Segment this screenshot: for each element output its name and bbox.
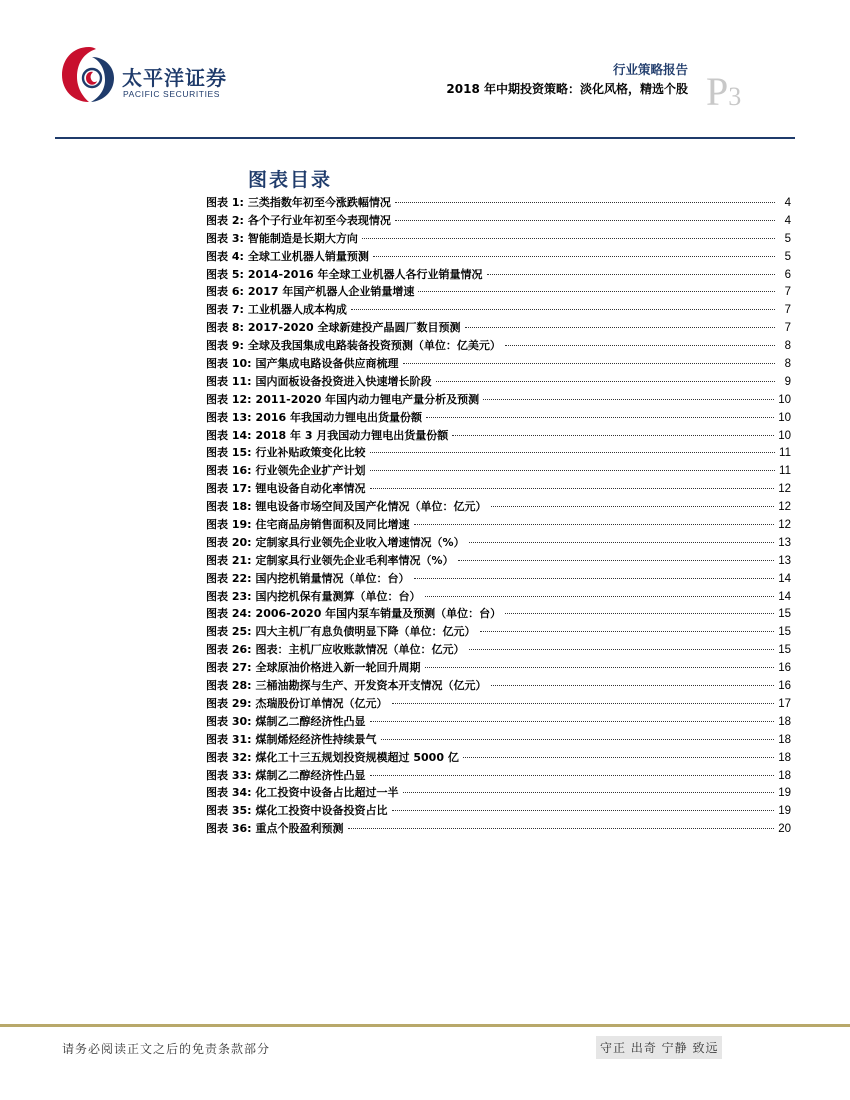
toc-dot-leader (414, 524, 775, 525)
toc-entry-page: 5 (784, 250, 791, 263)
toc-entry-title: 2014-2016 年全球工业机器人各行业销量情况 (247, 267, 483, 281)
toc-entry-label: 图表 29: (206, 696, 252, 710)
toc-entry-title: 煤化工十三五规划投资规模超过 5000 亿 (255, 750, 459, 764)
toc-entry-title: 住宅商品房销售面积及同比增速 (255, 518, 410, 532)
toc-entry-label: 图表 20: (206, 535, 252, 549)
toc-entry-title: 行业领先企业扩产计划 (255, 464, 366, 478)
toc-entry-label: 图表 1: (206, 196, 244, 209)
toc-entry-title: 行业补贴政策变化比较 (255, 446, 366, 460)
toc-entry[interactable] (206, 802, 791, 820)
header-divider (55, 137, 795, 139)
toc-entry-page: 14 (778, 590, 791, 603)
page-number-mark (706, 69, 742, 114)
toc-dot-leader (426, 417, 774, 418)
toc-entry-title: 2011-2020 年国内动力锂电产量分析及预测 (255, 392, 480, 406)
toc-entry[interactable] (206, 605, 791, 623)
toc-entry[interactable] (206, 230, 791, 248)
toc-entry-label: 图表 19: (206, 518, 252, 532)
toc-entry[interactable] (206, 767, 791, 785)
toc-entry-page: 10 (778, 411, 791, 424)
toc-entry[interactable] (206, 355, 791, 373)
toc-entry-page: 18 (778, 733, 791, 746)
toc-entry-title: 煤化工投资中设备投资占比 (255, 804, 388, 818)
toc-entry-title: 三桶油勘探与生产、开发资本开支情况（亿元） (255, 679, 487, 693)
toc-dot-leader (425, 667, 775, 668)
toc-entry-page: 12 (778, 501, 791, 514)
toc-entry-title: 图表：主机厂应收账款情况（单位：亿元） (255, 643, 465, 657)
toc-dot-leader (505, 345, 775, 346)
toc-entry[interactable] (206, 570, 791, 588)
toc-dot-leader (395, 220, 775, 221)
toc-dot-leader (458, 560, 775, 561)
toc-entry[interactable] (206, 480, 791, 498)
toc-entry-label: 图表 15: (206, 446, 252, 460)
toc-entry-page: 13 (778, 536, 791, 549)
toc-entry-page: 19 (778, 805, 791, 818)
toc-entry-label: 图表 32: (206, 750, 252, 764)
toc-list (206, 194, 791, 838)
toc-entry-label: 图表 23: (206, 589, 252, 603)
toc-dot-leader (381, 739, 775, 740)
toc-entry-page: 10 (778, 393, 791, 406)
toc-entry-title: 国产集成电路设备供应商梳理 (255, 357, 399, 371)
toc-entry[interactable] (206, 444, 791, 462)
toc-entry[interactable] (206, 516, 791, 534)
toc-dot-leader (370, 470, 775, 471)
toc-entry-label: 图表 2: (206, 213, 244, 227)
toc-entry[interactable] (206, 713, 791, 731)
toc-dot-leader (463, 757, 774, 758)
toc-entry[interactable] (206, 552, 791, 570)
toc-entry-page: 12 (778, 519, 791, 532)
toc-entry[interactable] (206, 695, 791, 713)
toc-entry-page: 20 (778, 823, 791, 836)
toc-entry-page: 9 (784, 375, 791, 388)
footer-divider (0, 1024, 850, 1027)
toc-entry-page: 4 (784, 214, 791, 227)
toc-dot-leader (469, 649, 775, 650)
toc-dot-leader (480, 631, 775, 632)
page-letter: P (706, 69, 729, 114)
toc-entry-page: 12 (778, 483, 791, 496)
toc-dot-leader (403, 792, 775, 793)
toc-entry[interactable] (206, 784, 791, 802)
toc-dot-leader (505, 613, 774, 614)
toc-dot-leader (370, 488, 775, 489)
report-type: 行业策略报告 (612, 62, 688, 77)
toc-dot-leader (362, 238, 775, 239)
toc-entry-title: 各个子行业年初至今表现情况 (247, 213, 391, 227)
toc-dot-leader (351, 309, 775, 310)
toc-entry-page: 15 (778, 608, 791, 621)
toc-entry-page: 16 (778, 680, 791, 693)
toc-entry[interactable] (206, 409, 791, 427)
toc-dot-leader (452, 435, 774, 436)
toc-dot-leader (487, 274, 775, 275)
toc-entry-title: 国内挖机销量情况（单位：台） (255, 571, 410, 585)
toc-dot-leader (436, 381, 775, 382)
toc-entry[interactable] (206, 659, 791, 677)
toc-entry[interactable] (206, 498, 791, 516)
toc-entry-page: 10 (778, 429, 791, 442)
toc-entry-label: 图表 35: (206, 804, 252, 818)
toc-entry-page: 18 (778, 715, 791, 728)
toc-entry-label: 图表 6: (206, 285, 244, 299)
toc-entry-label: 图表 27: (206, 661, 252, 675)
toc-entry-label: 图表 36: (206, 822, 252, 836)
toc-entry-label: 图表 8: (206, 321, 244, 335)
toc-dot-leader (491, 506, 775, 507)
toc-dot-leader (483, 399, 774, 400)
toc-entry[interactable] (206, 731, 791, 749)
toc-entry-title: 煤制乙二醇经济性凸显 (255, 768, 366, 782)
toc-entry-title: 煤制烯烃经济性持续景气 (255, 732, 377, 746)
toc-entry-label: 图表 25: (206, 625, 252, 639)
toc-entry-label: 图表 18: (206, 500, 252, 514)
toc-entry-label: 图表 12: (206, 392, 252, 406)
toc-entry-title: 2018 年 3 月我国动力锂电出货量份额 (255, 428, 449, 442)
toc-dot-leader (414, 578, 775, 579)
toc-dot-leader (425, 596, 775, 597)
toc-entry[interactable] (206, 427, 791, 445)
toc-dot-leader (392, 810, 775, 811)
toc-entry-page: 16 (778, 662, 791, 675)
toc-entry-title: 锂电设备自动化率情况 (255, 482, 366, 496)
toc-entry-page: 14 (778, 572, 791, 585)
toc-entry-page: 8 (784, 340, 791, 353)
toc-entry-title: 全球工业机器人销量预测 (247, 249, 369, 263)
pacific-securities-logo-icon (58, 44, 120, 106)
toc-entry-label: 图表 24: (206, 607, 252, 621)
toc-dot-leader (392, 703, 775, 704)
toc-entry-page: 7 (784, 322, 791, 335)
toc-entry-page: 11 (779, 465, 791, 478)
toc-entry-title: 国内面板设备投资进入快速增长阶段 (255, 374, 432, 388)
toc-entry-label: 图表 30: (206, 714, 252, 728)
toc-entry-label: 图表 34: (206, 786, 252, 800)
toc-entry-page: 15 (778, 626, 791, 639)
toc-entry-page: 11 (779, 447, 791, 460)
toc-dot-leader (395, 202, 775, 203)
toc-entry-page: 6 (784, 268, 791, 281)
toc-entry-title: 化工投资中设备占比超过一半 (255, 786, 399, 800)
toc-dot-leader (373, 256, 775, 257)
report-title: 2018 年中期投资策略：淡化风格，精选个股 (446, 82, 688, 96)
toc-entry-title: 2017-2020 全球新建投产晶圆厂数目预测 (247, 321, 461, 335)
toc-entry-page: 7 (784, 304, 791, 317)
toc-entry-label: 图表 26: (206, 643, 252, 657)
toc-entry[interactable] (206, 391, 791, 409)
toc-entry-page: 5 (784, 232, 791, 245)
toc-dot-leader (370, 721, 775, 722)
toc-entry-page: 15 (778, 644, 791, 657)
toc-entry[interactable] (206, 283, 791, 301)
toc-entry-label: 图表 10: (206, 357, 252, 371)
toc-entry-label: 图表 11: (206, 374, 252, 388)
toc-dot-leader (469, 542, 775, 543)
toc-entry-label: 图表 17: (206, 482, 252, 496)
toc-entry[interactable] (206, 820, 791, 838)
toc-entry[interactable] (206, 373, 791, 391)
toc-entry-label: 图表 5: (206, 267, 244, 281)
page-number: 3 (728, 82, 742, 111)
toc-entry-title: 锂电设备市场空间及国产化情况（单位：亿元） (255, 500, 487, 514)
toc-entry-label: 图表 16: (206, 464, 252, 478)
toc-entry-label: 图表 33: (206, 768, 252, 782)
toc-entry-title: 工业机器人成本构成 (247, 303, 347, 317)
toc-entry[interactable] (206, 641, 791, 659)
toc-entry-label: 图表 4: (206, 249, 244, 263)
toc-entry[interactable] (206, 677, 791, 695)
toc-entry[interactable] (206, 749, 791, 767)
toc-entry-page: 19 (778, 787, 791, 800)
toc-entry-label: 图表 3: (206, 231, 244, 245)
toc-entry[interactable] (206, 194, 791, 212)
toc-entry[interactable] (206, 337, 791, 355)
toc-entry-title: 重点个股盈利预测 (255, 822, 344, 836)
toc-entry-label: 图表 7: (206, 303, 244, 317)
toc-entry-page: 8 (784, 358, 791, 371)
toc-entry-title: 三类指数年初至今涨跌幅情况 (247, 196, 391, 209)
toc-entry-title: 杰瑞股份订单情况（亿元） (255, 696, 388, 710)
toc-entry-title: 定制家具行业领先企业收入增速情况（%） (255, 535, 465, 549)
toc-entry-label: 图表 9: (206, 339, 244, 353)
toc-entry-title: 煤制乙二醇经济性凸显 (255, 714, 366, 728)
toc-entry[interactable] (206, 462, 791, 480)
footer-disclaimer: 请务必阅读正文之后的免责条款部分 (62, 1042, 271, 1056)
toc-entry-page: 18 (778, 769, 791, 782)
toc-dot-leader (348, 828, 775, 829)
toc-entry-title: 国内挖机保有量测算（单位：台） (255, 589, 421, 603)
toc-entry-page: 4 (784, 197, 791, 209)
toc-entry-title: 全球及我国集成电路装备投资预测（单位：亿美元） (247, 339, 501, 353)
toc-entry-label: 图表 14: (206, 428, 252, 442)
toc-dot-leader (491, 685, 775, 686)
toc-dot-leader (465, 327, 775, 328)
toc-entry-page: 7 (784, 286, 791, 299)
toc-entry[interactable] (206, 319, 791, 337)
toc-entry[interactable] (206, 266, 791, 284)
toc-heading: 图表目录 (248, 169, 333, 191)
toc-entry-label: 图表 13: (206, 410, 252, 424)
toc-dot-leader (403, 363, 775, 364)
toc-dot-leader (370, 775, 775, 776)
toc-entry-title: 智能制造是长期大方向 (247, 231, 358, 245)
toc-entry[interactable] (206, 212, 791, 230)
toc-entry[interactable] (206, 534, 791, 552)
toc-entry-label: 图表 22: (206, 571, 252, 585)
toc-entry-title: 2017 年国产机器人企业销量增速 (247, 285, 415, 299)
toc-entry-label: 图表 28: (206, 679, 252, 693)
toc-entry-label: 图表 31: (206, 732, 252, 746)
toc-entry-title: 2016 年我国动力锂电出货量份额 (255, 410, 422, 424)
toc-entry-label: 图表 21: (206, 553, 252, 567)
toc-entry-page: 17 (778, 697, 791, 710)
toc-entry-title: 定制家具行业领先企业毛利率情况（%） (255, 553, 454, 567)
toc-dot-leader (370, 452, 775, 453)
toc-entry-title: 全球原油价格进入新一轮回升周期 (255, 661, 421, 675)
toc-entry[interactable] (206, 248, 791, 266)
brand-name-en: PACIFIC SECURITIES (123, 89, 221, 99)
toc-entry[interactable] (206, 588, 791, 606)
toc-entry[interactable] (206, 301, 791, 319)
toc-entry-page: 18 (778, 751, 791, 764)
brand-name-cn: 太平洋证券 (122, 66, 227, 90)
toc-dot-leader (418, 291, 775, 292)
toc-entry-title: 2006-2020 年国内泵车销量及预测（单位：台） (255, 607, 502, 621)
footer-motto: 守正 出奇 宁静 致远 (596, 1036, 722, 1059)
toc-entry[interactable] (206, 623, 791, 641)
toc-entry-page: 13 (778, 554, 791, 567)
toc-entry-title: 四大主机厂有息负债明显下降（单位：亿元） (255, 625, 476, 639)
